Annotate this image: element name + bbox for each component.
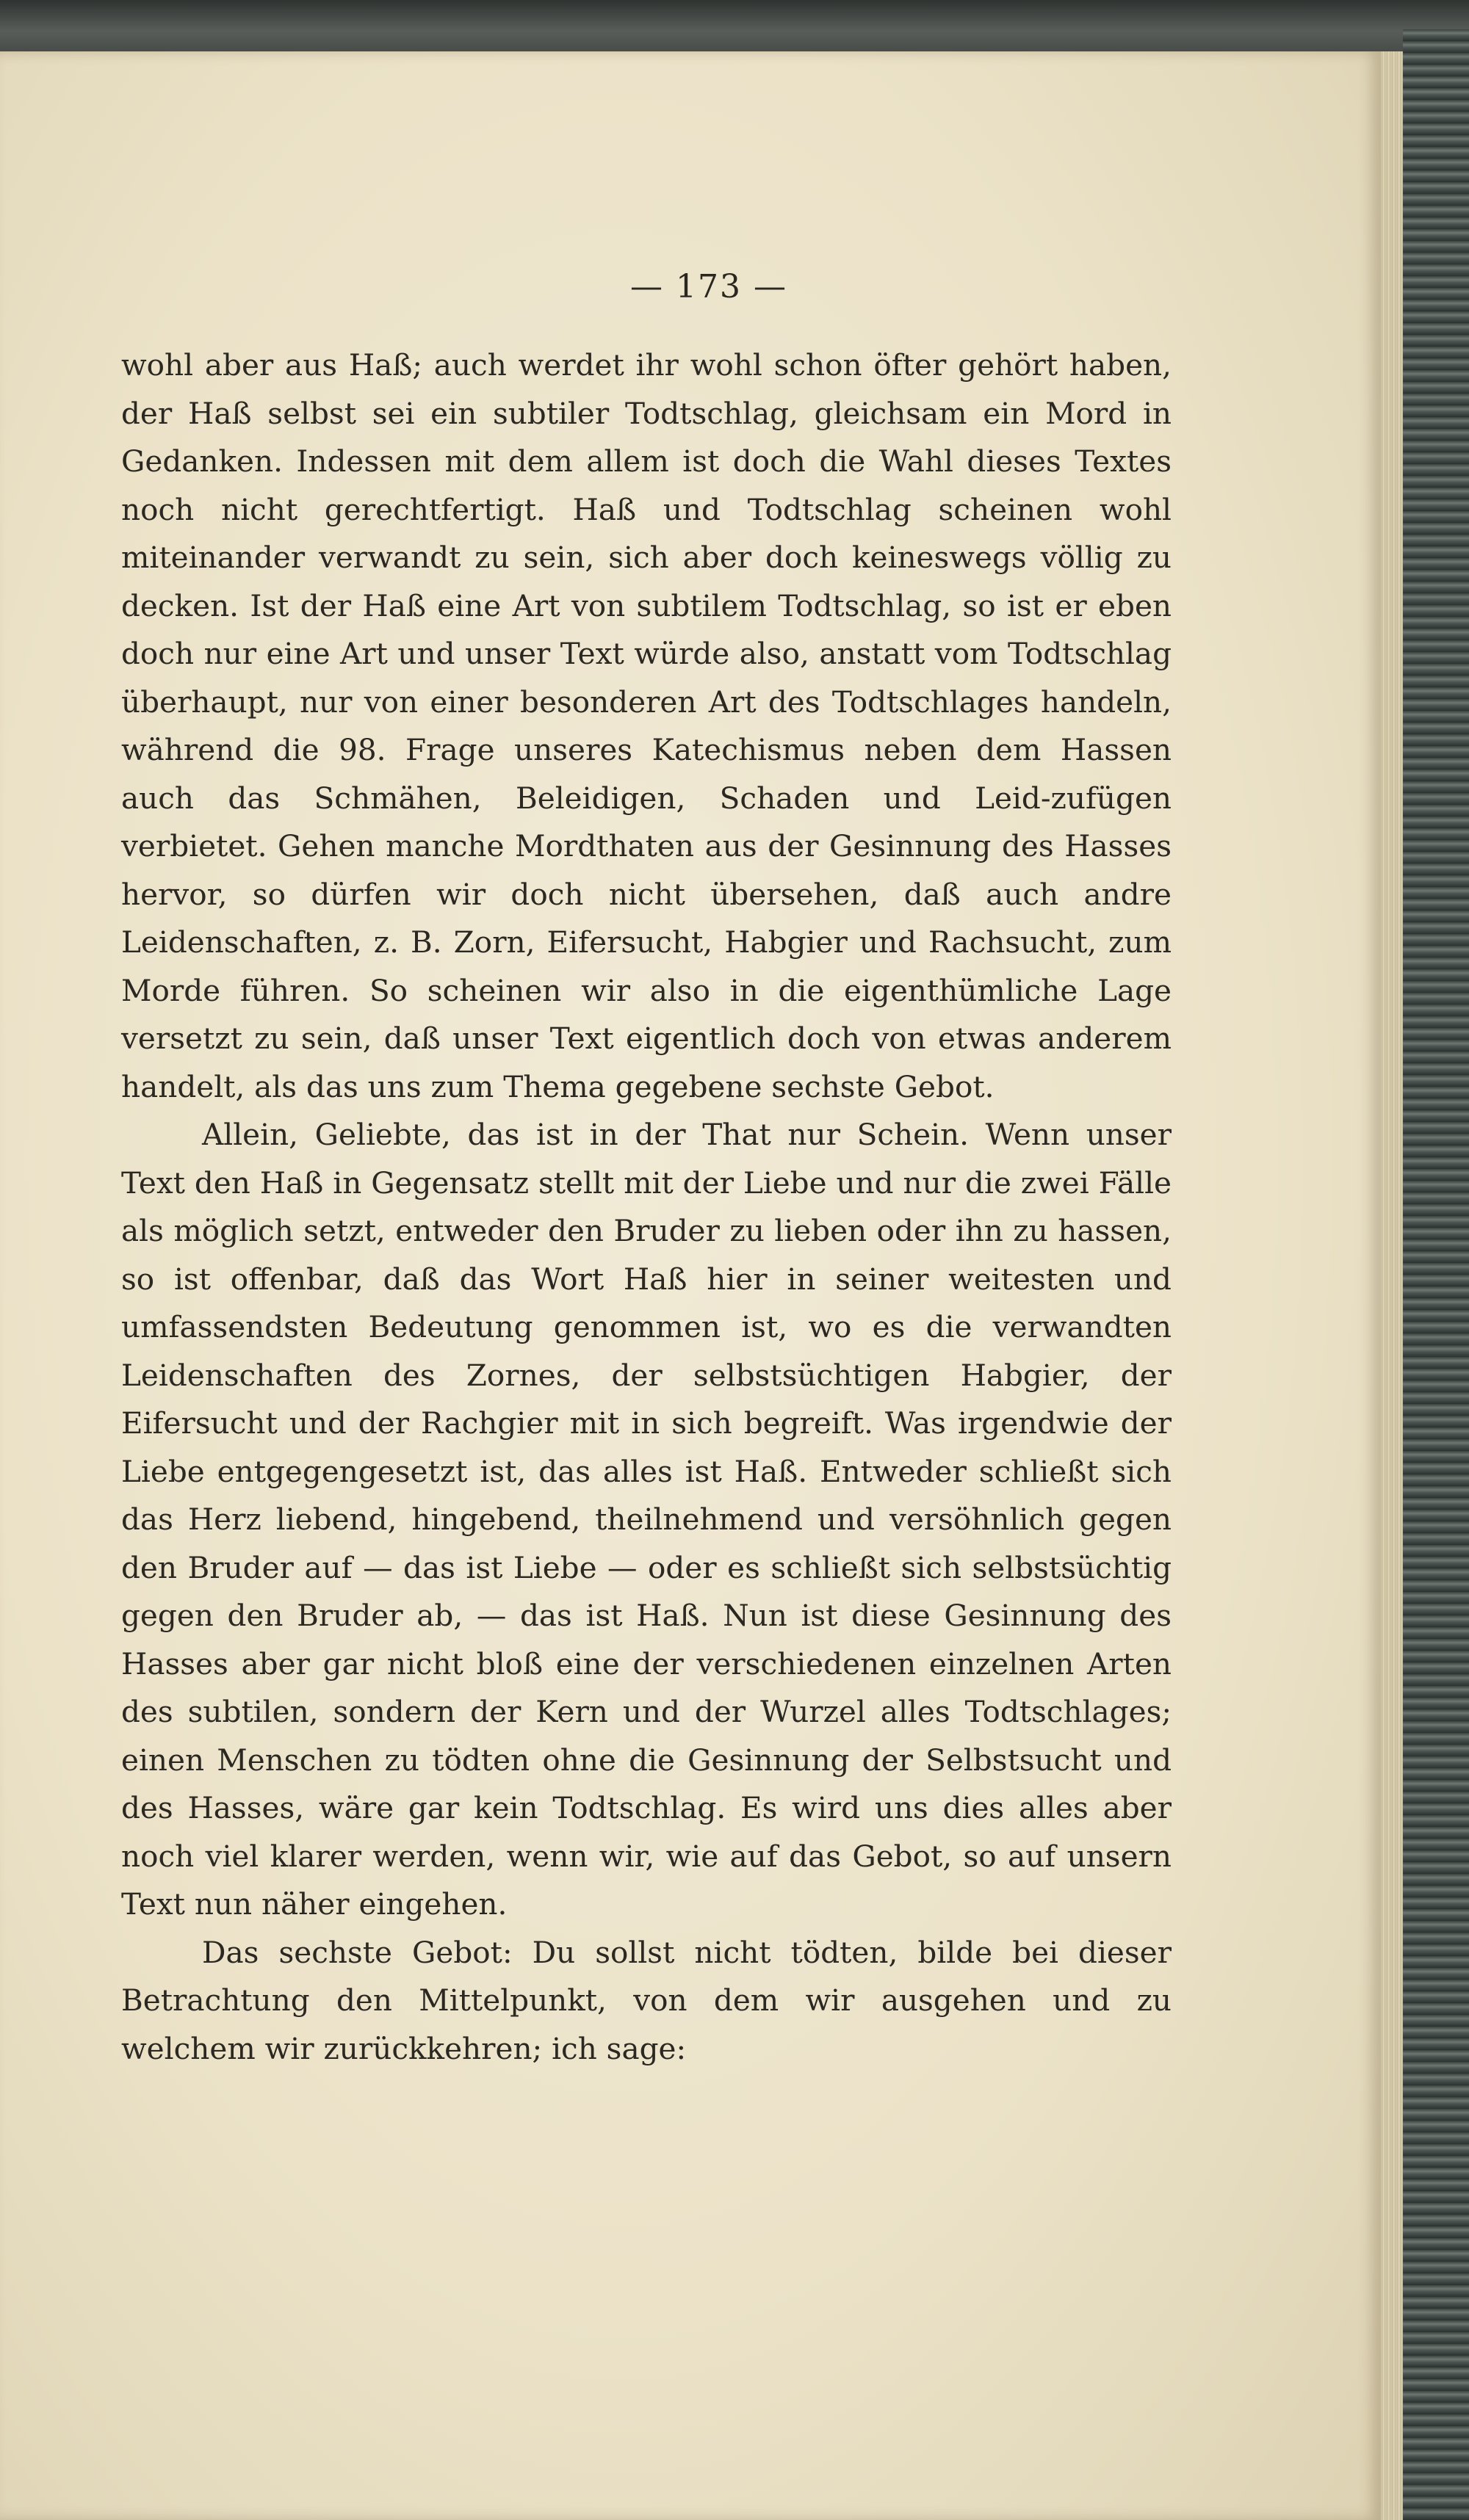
page-number: — 173 — <box>630 268 787 305</box>
paragraph-2: Allein, Geliebte, das ist in der That nur Schein. Wenn unser Text den Haß in Gegensatz stellt mit der Liebe und nur die zwei Fälle als möglich setzt, entweder den Bruder zu lieben oder ihn zu hassen, so ist offenbar, daß das Wort Haß hier in seiner weitesten und umfassendsten Bedeutung genommen ist, wo es die verwandten Leidenschaften des Zornes, der selbstsüchtigen Habgier, der Eifersucht und der Rachgier mit in sich begreift. Was irgendwie der Liebe entgegengesetzt ist, das alles ist Haß. Entweder schließt sich das Herz liebend, hingebend, theilnehmend und versöhnlich gegen den Bruder auf — das ist Liebe — oder es schließt sich selbstsüchtig gegen den Bruder ab, — das ist Haß. Nun ist diese Gesinnung des Hasses aber gar nicht bloß eine der verschiedenen einzelnen Arten des subtilen, sondern der Kern und der Wurzel alles Todtschlages; einen Menschen zu tödten ohne die Gesinnung der Selbstsucht und des Hasses, wäre gar kein Todtschlag. Es wird uns dies alles aber noch viel klarer werden, wenn wir, wie auf das Gebot, so auf unsern Text nun näher eingehen. <box>121 1117 1172 1922</box>
body-text <box>121 341 1172 2073</box>
book-cover-edge <box>1403 29 1469 2520</box>
paragraph-3: Das sechste Gebot: Du sollst nicht tödten, bilde bei dieser Betrachtung den Mittelpunkt, von dem wir ausgehen und zu welchem wir zurückkehren; ich sage: <box>121 1934 1172 2066</box>
paragraph-1: wohl aber aus Haß; auch werdet ihr wohl schon öfter gehört haben, der Haß selbst sei ein subtiler Todtschlag, gleichsam ein Mord in Gedanken. Indessen mit dem allem ist doch die Wahl dieses Textes noch nicht gerechtfertigt. Haß und Todtschlag scheinen wohl miteinander verwandt zu sein, sich aber doch keineswegs völlig zu decken. Ist der Haß eine Art von subtilem Todtschlag, so ist er eben doch nur eine Art und unser Text würde also, anstatt vom Todtschlag überhaupt, nur von einer besonderen Art des Todtschlages handeln, während die 98. Frage unseres Katechismus neben dem Hassen auch das Schmähen, Beleidigen, Schaden und Leid-zufügen verbietet. Gehen manche Mordthaten aus der Gesinnung des Hasses hervor, so dürfen wir doch nicht übersehen, daß auch andre Leidenschaften, z. B. Zorn, Eifersucht, Habgier und Rachsucht, zum Morde führen. So scheinen wir also in die eigenthümliche Lage versetzt zu sein, daß unser Text eigentlich doch von etwas anderem handelt, als das uns zum Thema gegebene sechste Gebot. <box>121 347 1172 1104</box>
